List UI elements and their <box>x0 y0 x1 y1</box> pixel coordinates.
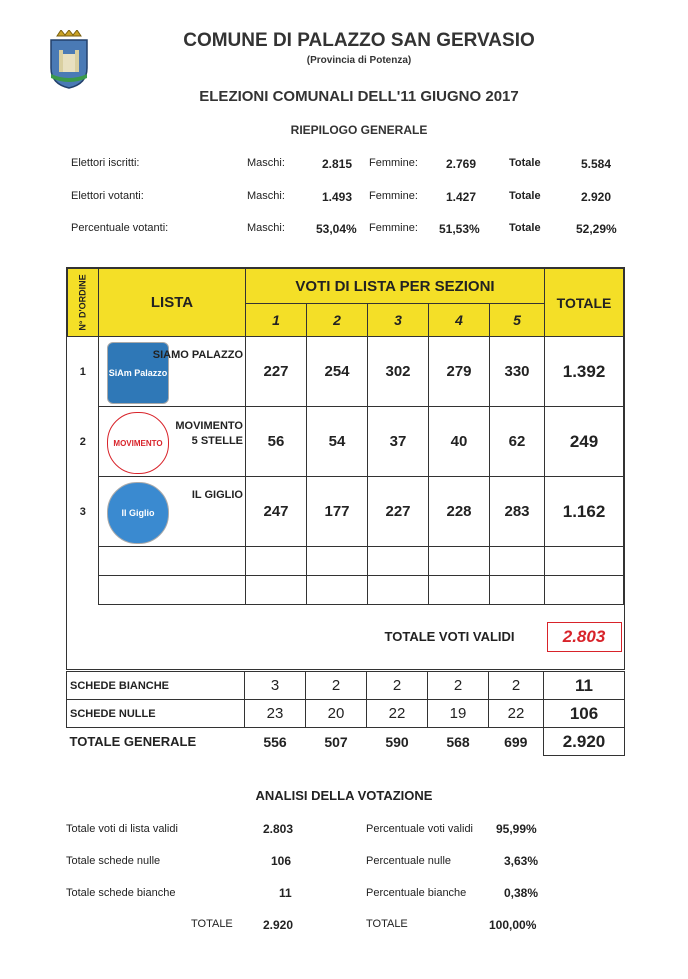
maschi-value: 1.493 <box>322 190 353 204</box>
sezione-1-header: 1 <box>246 304 307 337</box>
vote-cell: 283 <box>490 477 545 547</box>
lista-name: SIAMO PALAZZO <box>152 349 243 361</box>
riepilogo-title: RIEPILOGO GENERALE <box>290 123 428 137</box>
bianche-cell: 3 <box>245 672 306 700</box>
totale-label: Totale <box>509 190 541 202</box>
comune-title: COMUNE DI PALAZZO SAN GERVASIO <box>183 30 535 51</box>
analisi-value: 0,38% <box>504 886 539 900</box>
analisi-value: 3,63% <box>504 854 539 868</box>
femmine-label: Femmine: <box>369 157 418 169</box>
row-number: 1 <box>79 365 86 378</box>
analisi-totale-value: 2.920 <box>263 918 294 932</box>
vote-cell: 279 <box>429 337 490 407</box>
femmine-label: Femmine: <box>369 222 418 234</box>
totale-value: 5.584 <box>581 157 612 171</box>
generale-total: 2.920 <box>544 728 625 756</box>
analisi-value: 106 <box>271 854 292 868</box>
summary-row-percentuale <box>0 222 688 238</box>
sezione-4-header: 4 <box>429 304 490 337</box>
sezione-3-header: 3 <box>368 304 429 337</box>
table-row <box>68 477 624 547</box>
totale-value: 52,29% <box>576 222 617 236</box>
validi-label: TOTALE VOTI VALIDI <box>384 629 515 645</box>
nulle-cell: 22 <box>367 700 428 728</box>
results-table <box>66 267 625 670</box>
vote-cell: 40 <box>429 407 490 477</box>
vote-cell: 177 <box>307 477 368 547</box>
generale-cell: 568 <box>446 733 470 750</box>
row-number: 3 <box>79 505 86 518</box>
nulle-total: 106 <box>544 700 625 728</box>
empty-row <box>68 547 624 576</box>
nulle-row <box>67 700 625 728</box>
analisi-label: Percentuale bianche <box>366 887 467 899</box>
analisi-totale-label: TOTALE <box>366 918 408 930</box>
analisi-value: 11 <box>279 886 292 900</box>
lista-cell <box>99 407 246 477</box>
bianche-cell: 2 <box>367 672 428 700</box>
vote-cell: 254 <box>307 337 368 407</box>
table-row <box>68 407 624 477</box>
summary-row-iscritti <box>0 157 688 173</box>
lista-name: MOVIMENTO 5 STELLE <box>175 420 243 447</box>
vote-cell: 228 <box>429 477 490 547</box>
nulle-label: SCHEDE NULLE <box>67 700 245 728</box>
total-cell: 1.162 <box>545 477 624 547</box>
total-cell: 249 <box>545 407 624 477</box>
vote-cell: 227 <box>368 477 429 547</box>
maschi-label: Maschi: <box>247 157 285 169</box>
lista-header: LISTA <box>99 269 246 337</box>
nulle-cell: 23 <box>245 700 306 728</box>
analisi-label: Totale schede nulle <box>66 855 161 867</box>
bianche-total: 11 <box>544 672 625 700</box>
analisi-title: ANALISI DELLA VOTAZIONE <box>255 788 433 803</box>
totale-label: Totale <box>509 222 541 234</box>
siamo-palazzo-logo-icon: SiAm Palazzo <box>107 342 169 404</box>
vote-cell: 227 <box>246 337 307 407</box>
analisi-totale-value: 100,00% <box>489 918 537 932</box>
summary-row-votanti <box>0 190 688 206</box>
vote-cell: 62 <box>490 407 545 477</box>
maschi-value: 2.815 <box>322 157 353 171</box>
maschi-label: Maschi: <box>247 190 285 202</box>
ordine-header: N° D'ORDINE <box>68 269 99 337</box>
empty-row <box>68 576 624 605</box>
elezioni-title: ELEZIONI COMUNALI DELL'11 GIUGNO 2017 <box>199 88 519 105</box>
vote-cell: 37 <box>368 407 429 477</box>
generale-cell: 507 <box>324 733 348 750</box>
lista-cell <box>99 337 246 407</box>
vote-cell: 302 <box>368 337 429 407</box>
generale-label: TOTALE GENERALE <box>69 734 197 750</box>
generale-cell: 699 <box>504 733 528 750</box>
table-row <box>68 337 624 407</box>
nulle-cell: 22 <box>489 700 544 728</box>
analisi-value: 2.803 <box>263 822 294 836</box>
femmine-value: 51,53% <box>439 222 480 236</box>
bianche-cell: 2 <box>306 672 367 700</box>
analisi-label: Percentuale voti validi <box>366 823 474 835</box>
maschi-value: 53,04% <box>316 222 357 236</box>
provincia-subtitle: (Provincia di Potenza) <box>306 55 412 66</box>
summary-label: Elettori iscritti: <box>71 157 140 169</box>
generale-row <box>67 728 625 756</box>
analisi-label: Percentuale nulle <box>366 855 452 867</box>
analisi-value: 95,99% <box>496 822 537 836</box>
summary-label: Percentuale votanti: <box>71 222 169 234</box>
femmine-value: 2.769 <box>446 157 477 171</box>
sezione-2-header: 2 <box>307 304 368 337</box>
lista-name: IL GIGLIO <box>191 489 243 501</box>
analisi-totale-label: TOTALE <box>191 918 233 930</box>
totale-value: 2.920 <box>581 190 612 204</box>
bianche-row <box>67 672 625 700</box>
total-cell: 1.392 <box>545 337 624 407</box>
schede-table <box>66 671 625 756</box>
bianche-cell: 2 <box>428 672 489 700</box>
totale-header: TOTALE <box>545 269 624 337</box>
analisi-label: Totale voti di lista validi <box>66 823 178 835</box>
totale-label: Totale <box>509 157 541 169</box>
lista-cell <box>99 477 246 547</box>
nulle-cell: 19 <box>428 700 489 728</box>
il-giglio-logo-icon: Il Giglio <box>107 482 169 544</box>
vote-cell: 56 <box>246 407 307 477</box>
validi-value: 2.803 <box>547 622 622 652</box>
bianche-cell: 2 <box>489 672 544 700</box>
row-number: 2 <box>79 435 86 448</box>
vote-cell: 330 <box>490 337 545 407</box>
nulle-cell: 20 <box>306 700 367 728</box>
generale-cell: 556 <box>263 733 287 750</box>
bianche-label: SCHEDE BIANCHE <box>67 672 245 700</box>
vote-cell: 247 <box>246 477 307 547</box>
femmine-label: Femmine: <box>369 190 418 202</box>
summary-label: Elettori votanti: <box>71 190 144 202</box>
generale-cell: 590 <box>385 733 409 750</box>
analisi-label: Totale schede bianche <box>66 887 176 899</box>
sezione-5-header: 5 <box>490 304 545 337</box>
femmine-value: 1.427 <box>446 190 477 204</box>
validi-row <box>68 605 624 669</box>
maschi-label: Maschi: <box>247 222 285 234</box>
voti-header: VOTI DI LISTA PER SEZIONI <box>246 269 545 304</box>
movimento-5-stelle-logo-icon: MOVIMENTO <box>107 412 169 474</box>
vote-cell: 54 <box>307 407 368 477</box>
